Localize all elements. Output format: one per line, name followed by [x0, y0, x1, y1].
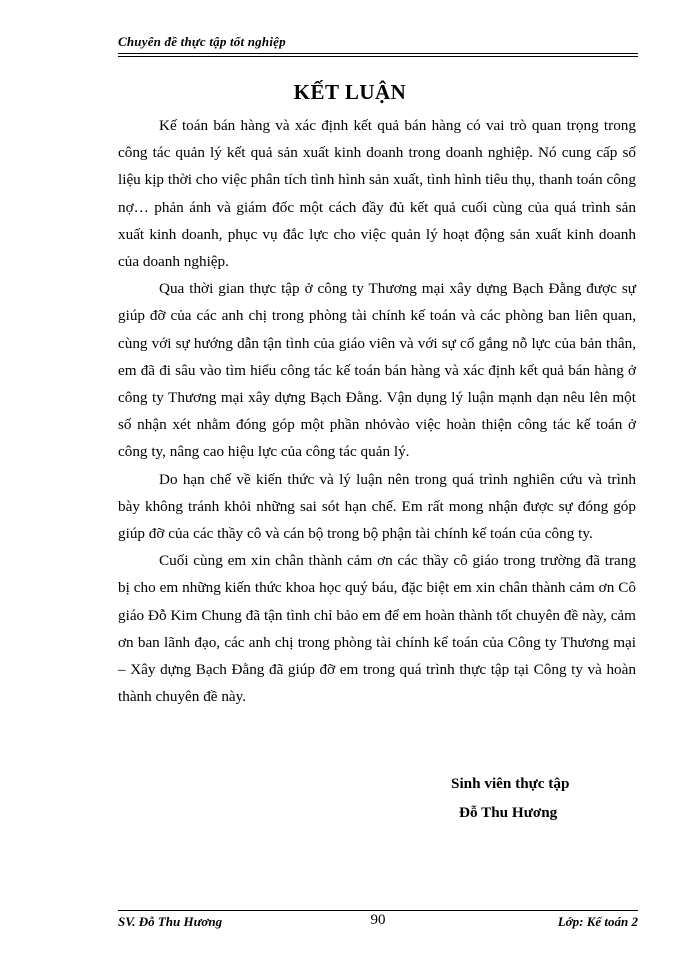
footer-author: SV. Đỗ Thu Hương [118, 914, 223, 929]
body-text [118, 112, 636, 710]
signature-name: Đỗ Thu Hương [459, 804, 558, 821]
page-title: KẾT LUẬN [293, 80, 407, 104]
header-rule [118, 53, 638, 57]
paragraph-1: Kế toán bán hàng và xác định kết quả bán hàng có vai trò quan trọng trong công tác quản lý kết quả sản xuất kinh doanh trong doanh nghiệp. Nó cung cấp số liệu kịp thời cho việc phân tích tình hình sản xuất, tình hình tiêu thụ, thanh toán công nợ… phản ánh và giám đốc một cách đầy đủ kết quả cuối cùng của quá trình sản xuất kinh doanh, phục vụ đắc lực cho việc quản lý hoạt động sản xuất kinh doanh của doanh nghiệp. [118, 117, 636, 271]
page-number: 90 [370, 912, 386, 928]
page-header [118, 34, 638, 56]
header-text: Chuyên đề thực tập tốt nghiệp [118, 34, 286, 49]
paragraph-2: Qua thời gian thực tập ở công ty Thương mại xây dựng Bạch Đằng được sự giúp đỡ của các anh chị trong phòng tài chính kế toán và các phòng ban liên quan, cùng với sự hướng dẫn tận tình của giáo viên và với sự cố gắng nỗ lực của bản thân, em đã đi sâu vào tìm hiểu công tác kế toán bán hàng và xác định kết quả bán hàng ở công ty Thương mại xây dựng Bạch Đằng. Vận dụng lý luận mạnh dạn nêu lên một số nhận xét nhằm đóng góp một phần nhỏvào việc hoàn thiện công tác kế toán ở công ty, nâng cao hiệu lực của công tác quản lý. [118, 280, 636, 461]
footer-rule [118, 910, 638, 911]
paragraph-3: Do hạn chế về kiến thức và lý luận nên trong quá trình nghiên cứu và trình bày không tránh khỏi những sai sót hạn chế. Em rất mong nhận được sự đóng góp giúp đỡ của các thầy cô và cán bộ trong bộ phận tài chính kế toán của công ty. [118, 470, 636, 543]
footer-class: Lớp: Kế toán 2 [557, 914, 638, 929]
paragraph-4: Cuối cùng em xin chân thành cảm ơn các thầy cô giáo trong trường đã trang bị cho em những kiến thức khoa học quý báu, đặc biệt em xin chân thành cảm ơn Cô giáo Đỗ Kim Chung đã tận tình chỉ bảo em để em hoàn thành tốt chuyên đề này, cảm ơn ban lãnh đạo, các anh chị trong phòng tài chính kế toán của Công ty Thương mại – Xây dựng Bạch Đằng đã giúp đỡ em trong quá trình thực tập tại Công ty và hoàn thành chuyên đề này. [118, 552, 636, 706]
signature-role: Sinh viên thực tập [451, 775, 570, 792]
page-footer [118, 898, 638, 938]
